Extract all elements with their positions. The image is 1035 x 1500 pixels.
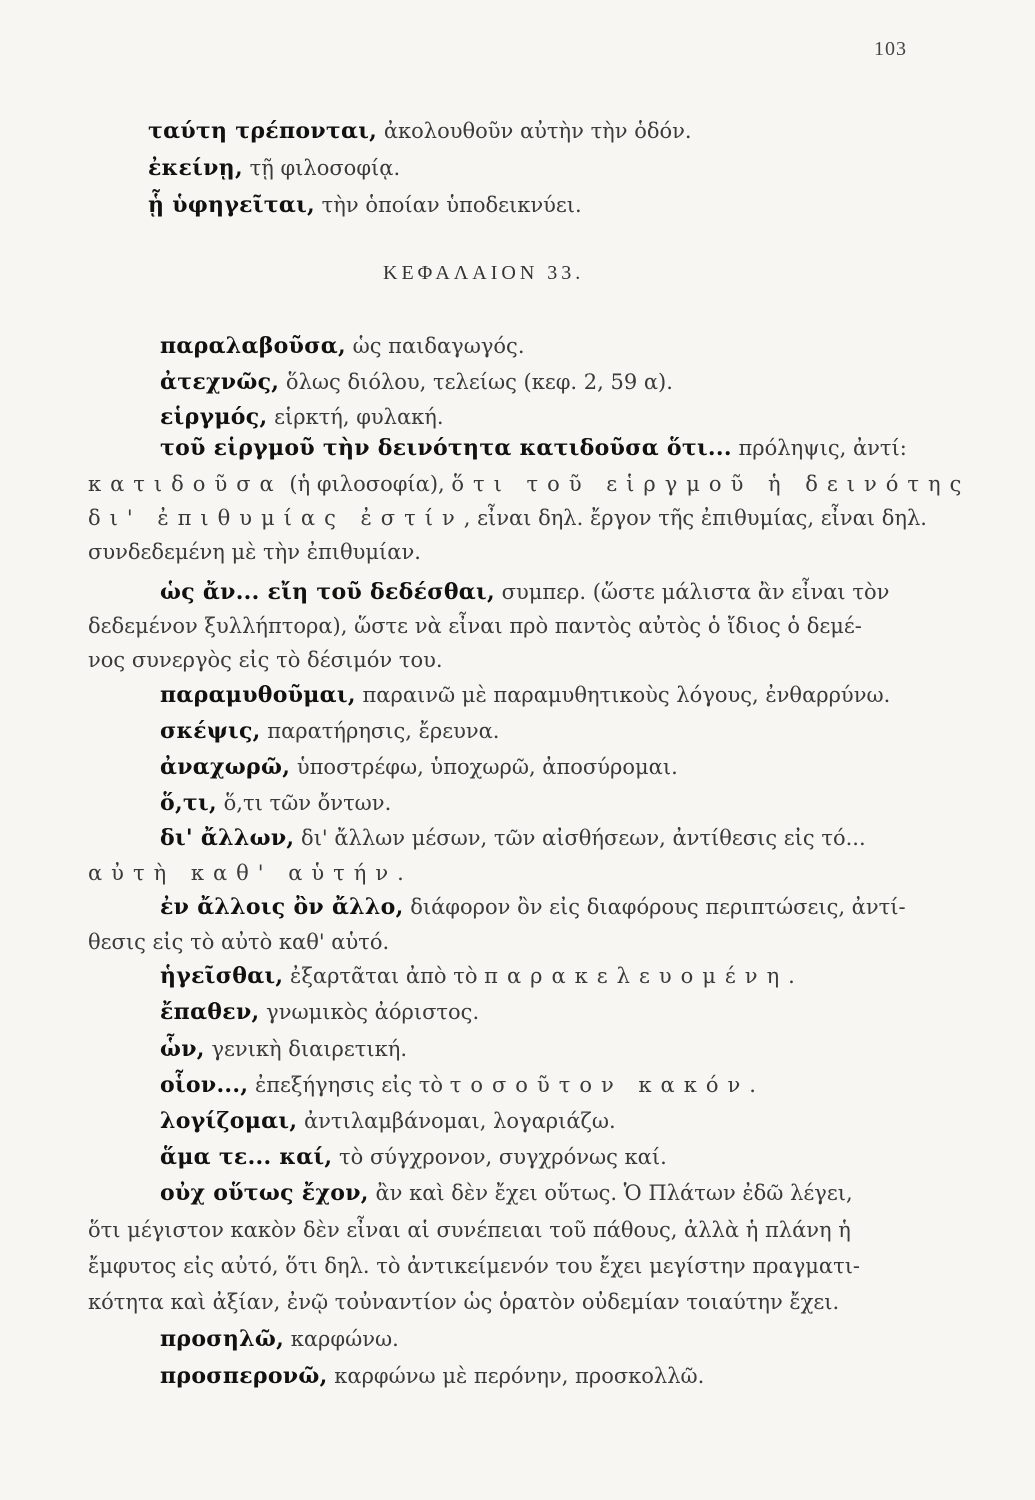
gloss-term: ἀτεχνῶς, (160, 369, 280, 395)
gloss-continuation (88, 540, 421, 564)
intro-line (148, 192, 582, 218)
gloss-entry (160, 1108, 616, 1134)
gloss-definition: τὸ σύγχρονον, συγχρόνως καί. (332, 1145, 667, 1169)
gloss-entry (160, 999, 479, 1025)
gloss-entry (160, 1036, 407, 1062)
gloss-definition: παρατήρησις, ἔρευνα. (260, 719, 500, 743)
gloss-entry (160, 435, 907, 461)
spaced-quotation: δι' ἐπιθυμίας ἐστίν (88, 506, 464, 530)
gloss-entry (160, 894, 906, 920)
gloss-term: ταύτη τρέπονται, (148, 118, 378, 144)
gloss-term: λογίζομαι, (160, 1108, 298, 1134)
gloss-term: οὐχ οὕτως ἔχον, (160, 1180, 369, 1206)
spaced-quotation: παρακελευομένη. (484, 964, 804, 988)
gloss-definition: εἱρκτή, φυλακή. (267, 405, 444, 429)
page-number: 103 (874, 38, 907, 60)
gloss-entry (160, 790, 391, 816)
gloss-term: παραμυθοῦμαι, (160, 682, 356, 708)
gloss-definition: παραινῶ μὲ παραμυθητικοὺς λόγους, ἐνθαρρύνω. (355, 683, 891, 707)
gloss-definition: δεδεμένον ξυλλήπτορα), ὥστε νὰ εἶναι πρὸ παντὸς αὐτὸς ὁ ἴδιος ὁ δεμέ- (88, 614, 862, 638)
gloss-term: ἐκείνῃ, (148, 155, 243, 181)
gloss-definition: νος συνεργὸς εἰς τὸ δέσιμόν του. (88, 648, 443, 672)
gloss-definition: ὅτι μέγιστον κακὸν δὲν εἶναι αἱ συνέπειαι τοῦ πάθους, ἀλλὰ ἡ πλάνη ἡ (88, 1218, 851, 1242)
gloss-term: σκέψις, (160, 718, 261, 744)
gloss-definition: τὴν ὁποίαν ὑποδεικνύει. (315, 193, 582, 217)
spaced-quotation: αὐτὴ καθ' αὑτήν. (88, 861, 413, 885)
gloss-entry (160, 963, 804, 989)
chapter-heading: ΚΕΦΑΛΑΙΟΝ 33. (383, 262, 585, 284)
gloss-definition: ἂν καὶ δὲν ἔχει οὕτως. Ὁ Πλάτων ἐδῶ λέγει, (368, 1181, 853, 1205)
gloss-term: παραλαβοῦσα, (160, 333, 346, 359)
gloss-definition: ὅ,τι τῶν ὄντων. (216, 791, 392, 815)
gloss-definition: καρφώνω. (284, 1327, 399, 1351)
gloss-entry (160, 1144, 667, 1170)
gloss-definition: ὡς παιδαγωγός. (345, 334, 525, 358)
gloss-term: προσπερονῶ, (160, 1363, 328, 1389)
gloss-entry (160, 754, 678, 780)
spaced-quotation: κατιδοῦσα (88, 472, 283, 496)
intro-line (148, 155, 400, 181)
gloss-definition: θεσις εἰς τὸ αὐτὸ καθ' αὑτό. (88, 930, 390, 954)
gloss-term: ἡγεῖσθαι, (160, 963, 284, 989)
gloss-continuation (88, 472, 970, 496)
gloss-entry (160, 825, 866, 851)
gloss-term: ἐν ἄλλοις ὂν ἄλλο, (160, 894, 404, 920)
gloss-continuation (88, 1290, 839, 1314)
gloss-entry (160, 1072, 765, 1098)
gloss-term: τοῦ εἱργμοῦ τὴν δεινότητα κατιδοῦσα ὅτι... (160, 435, 732, 461)
spaced-quotation: ὅτι τοῦ εἱργμοῦ ἡ δεινότης (451, 472, 971, 496)
gloss-definition: ἐπεξήγησις εἰς τὸ (248, 1073, 450, 1097)
gloss-term: ὧν, (160, 1036, 205, 1062)
gloss-definition: ἀκολουθοῦν αὐτὴν τὴν ὁδόν. (377, 119, 692, 143)
intro-line (148, 118, 692, 144)
gloss-continuation (88, 1254, 860, 1278)
gloss-entry (160, 333, 525, 359)
gloss-definition: , εἶναι δηλ. ἔργον τῆς ἐπιθυμίας, εἶναι δηλ. (463, 506, 927, 530)
gloss-entry (160, 682, 890, 708)
gloss-definition: ἀντιλαμβάνομαι, λογαριάζω. (297, 1109, 616, 1133)
gloss-term: ὡς ἄν... εἴη τοῦ δεδέσθαι, (160, 579, 495, 605)
gloss-entry (160, 718, 499, 744)
gloss-continuation (88, 648, 443, 672)
gloss-continuation (88, 614, 862, 638)
gloss-definition: (ἡ φιλοσοφία), (282, 472, 452, 496)
gloss-continuation (88, 1218, 851, 1242)
gloss-entry (160, 1363, 704, 1389)
gloss-term: εἱργμός, (160, 404, 268, 430)
gloss-term: ᾗ ὑφηγεῖται, (148, 192, 315, 218)
gloss-definition: κότητα καὶ ἀξίαν, ἐνῷ τοὐναντίον ὡς ὁρατὸν οὐδεμίαν τοιαύτην ἔχει. (88, 1290, 840, 1314)
gloss-term: ἔπαθεν, (160, 999, 260, 1025)
spaced-quotation: τοσοῦτον κακόν. (449, 1073, 765, 1097)
gloss-definition: ὅλως διόλου, τελείως (κεφ. 2, 59 α). (279, 370, 673, 394)
gloss-definition: δι' ἄλλων μέσων, τῶν αἰσθήσεων, ἀντίθεσις εἰς τό... (294, 826, 866, 850)
gloss-term: ἀναχωρῶ, (160, 754, 291, 780)
gloss-entry (160, 1180, 853, 1206)
gloss-definition: ἐξαρτᾶται ἀπὸ τὸ (283, 964, 485, 988)
gloss-definition: πρόληψις, ἀντί: (731, 436, 907, 460)
gloss-term: προσηλῶ, (160, 1326, 285, 1352)
gloss-term: ὅ,τι, (160, 790, 217, 816)
gloss-entry (160, 404, 444, 430)
gloss-entry (160, 579, 889, 605)
gloss-entry (160, 1326, 399, 1352)
gloss-continuation (88, 506, 927, 530)
gloss-term: οἷον..., (160, 1072, 249, 1098)
gloss-continuation (88, 861, 413, 885)
gloss-definition: τῇ φιλοσοφίᾳ. (242, 156, 401, 180)
gloss-definition: γνωμικὸς ἀόριστος. (259, 1000, 480, 1024)
gloss-definition: συνδεδεμένη μὲ τὴν ἐπιθυμίαν. (88, 540, 421, 564)
gloss-definition: γενικὴ διαιρετική. (204, 1037, 408, 1061)
gloss-definition: συμπερ. (ὥστε μάλιστα ἂν εἶναι τὸν (494, 580, 890, 604)
gloss-definition: ὑποστρέφω, ὑποχωρῶ, ἀποσύρομαι. (290, 755, 678, 779)
gloss-definition: ἔμφυτος εἰς αὐτό, ὅτι δηλ. τὸ ἀντικείμενόν του ἔχει μεγίστην πραγματι- (88, 1254, 861, 1278)
gloss-definition: καρφώνω μὲ περόνην, προσκολλῶ. (327, 1364, 705, 1388)
gloss-entry (160, 369, 673, 395)
gloss-term: δι' ἄλλων, (160, 825, 295, 851)
gloss-continuation (88, 930, 389, 954)
gloss-definition: διάφορον ὂν εἰς διαφόρους περιπτώσεις, ἀντί- (403, 895, 906, 919)
gloss-term: ἅμα τε... καί, (160, 1144, 333, 1170)
